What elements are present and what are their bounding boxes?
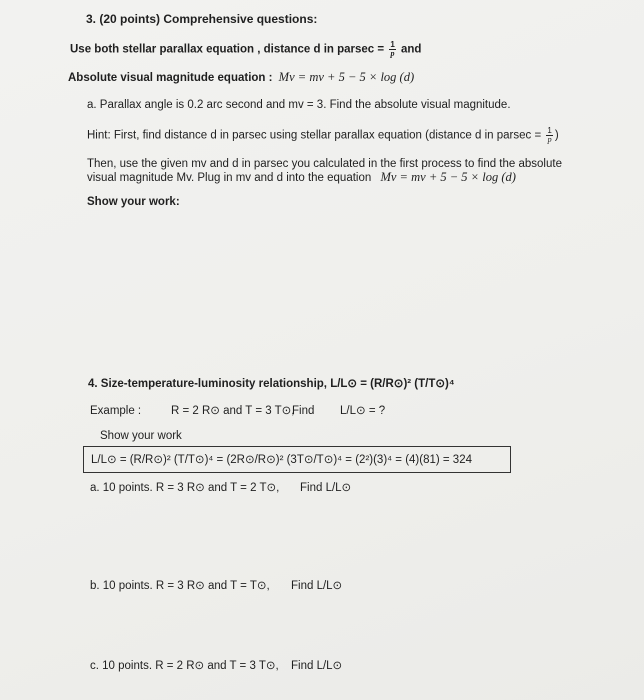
q3-use-end: and [400, 43, 422, 56]
q3-abs-line [68, 70, 414, 85]
hint-frac-den: p [547, 135, 552, 144]
example-work-box [83, 446, 511, 473]
q3-hint-fraction [546, 127, 552, 144]
q4-example-work: L/L⊙ = (R/R⊙)² (T/T⊙)⁴ = (2R⊙/R⊙)² (3T⊙/T⊙)⁴ = (2²)(3)⁴ = (4)(81) = 324 [91, 454, 472, 466]
q3-fraction [389, 41, 395, 58]
q4-part-b-find: Find L/L⊙ [291, 580, 343, 592]
q3-then-2-eq: Mv = mv + 5 − 5 × log (d) [380, 170, 516, 184]
q3-then-2 [87, 170, 516, 185]
frac-num: 1 [390, 40, 395, 49]
q4-part-a-find: Find L/L⊙ [300, 482, 352, 494]
q4-part-c: c. 10 points. R = 2 R⊙ and T = 3 T⊙, [90, 660, 279, 672]
q3-use-text: Use both stellar parallax equation , distance d in parsec = [70, 43, 385, 56]
q4-show-work: Show your work [100, 430, 182, 442]
q3-hint-text: Hint: First, find distance d in parsec using stellar parallax equation (distance d in parsec = [87, 129, 542, 142]
q4-part-c-find: Find L/L⊙ [291, 660, 343, 672]
q4-example-find-word: Find [292, 405, 315, 417]
q3-abs-label: Absolute visual magnitude equation : [68, 72, 273, 84]
q3-hint [87, 127, 559, 144]
hint-frac-num: 1 [547, 126, 552, 135]
q3-abs-eq: Mv = mv + 5 − 5 × log (d) [278, 70, 415, 84]
q4-example-label: Example : [90, 405, 142, 417]
q3-title: 3. (20 points) Comprehensive questions: [86, 12, 318, 26]
q3-hint-end: ) [554, 129, 559, 142]
q4-part-a: a. 10 points. R = 3 R⊙ and T = 2 T⊙, [90, 482, 280, 494]
q3-then-1: Then, use the given mv and d in parsec you calculated in the first process to find the absolute [87, 158, 562, 170]
q4-part-b: b. 10 points. R = 3 R⊙ and T = T⊙, [90, 580, 270, 592]
q4-example-find: L/L⊙ = ? [340, 405, 386, 417]
q3-show-work: Show your work: [87, 196, 180, 208]
q3-then-2-text: visual magnitude Mv. Plug in mv and d into the equation [87, 172, 372, 184]
q3-part-a: a. Parallax angle is 0.2 arc second and mv = 3. Find the absolute visual magnitude. [87, 99, 511, 111]
q4-example-given: R = 2 R⊙ and T = 3 T⊙, [171, 405, 295, 417]
q3-use-line [70, 41, 421, 58]
frac-den: p [390, 49, 395, 58]
q4-title: 4. Size-temperature-luminosity relationship, L/L⊙ = (R/R⊙)² (T/T⊙)⁴ [88, 378, 455, 390]
